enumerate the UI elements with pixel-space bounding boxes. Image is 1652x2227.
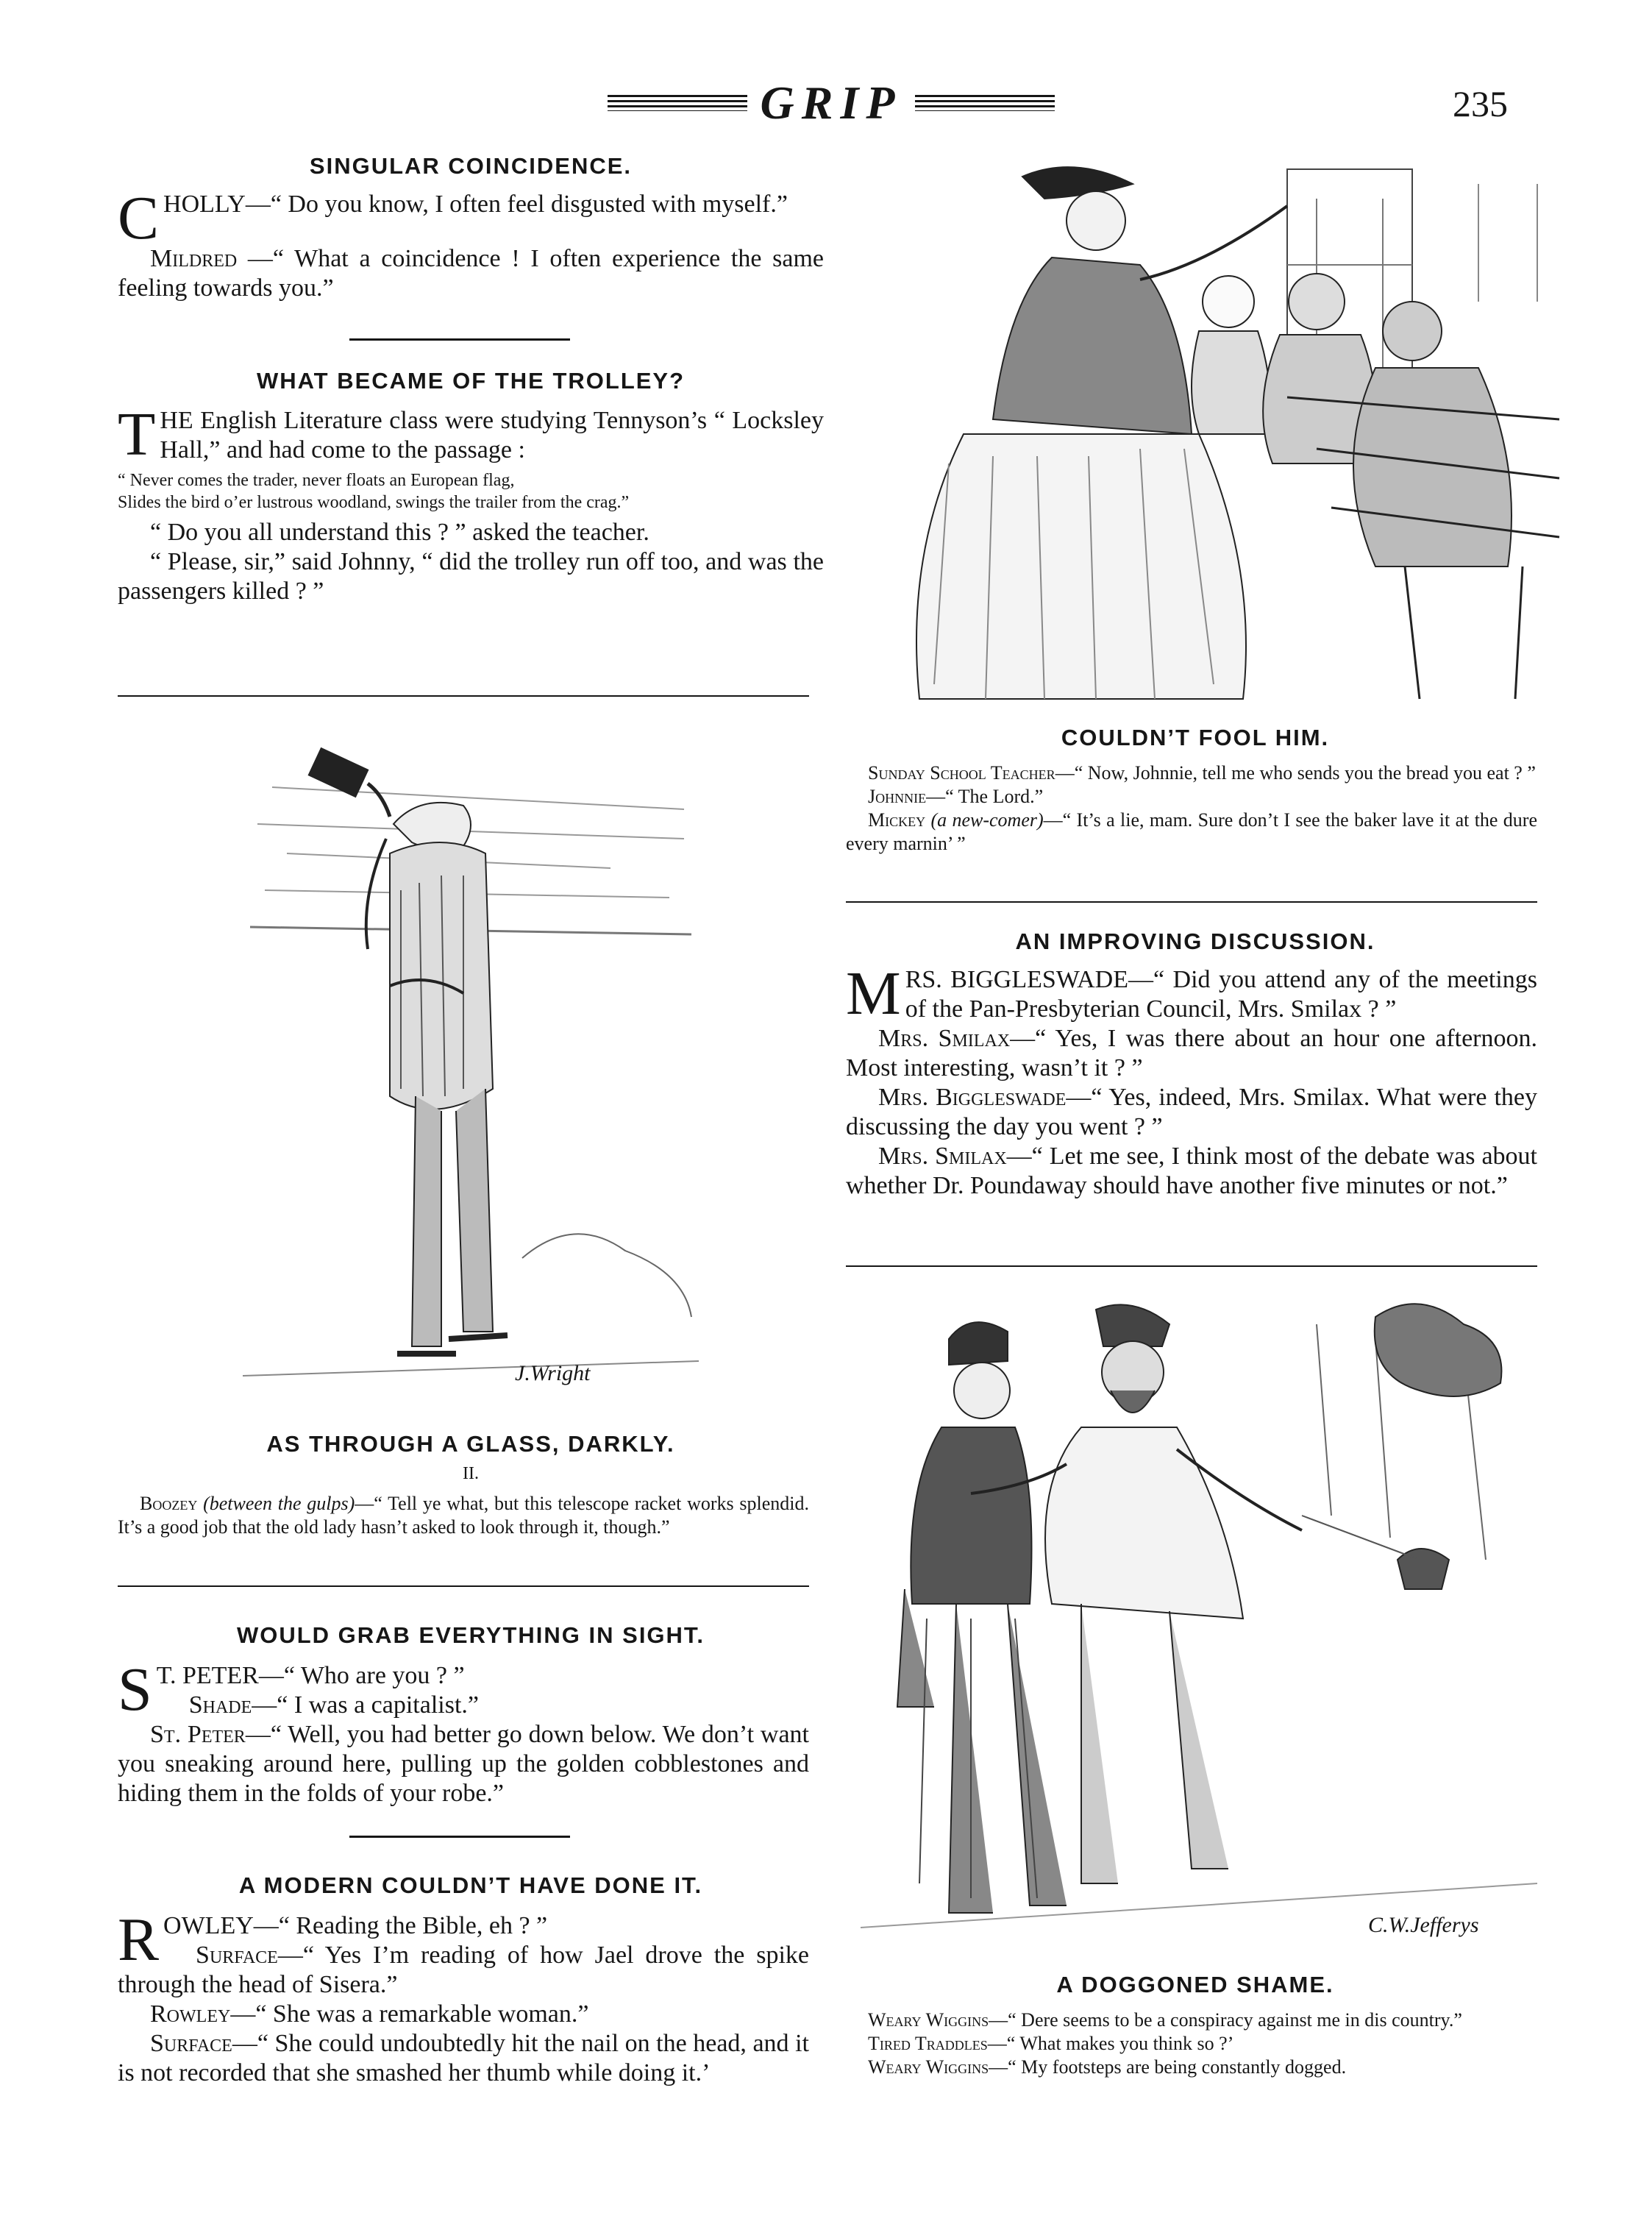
doggoned-body	[846, 2008, 1537, 2079]
doggoned-para-2: Tired Traddles—“ What makes you think so ?’	[868, 2033, 1234, 2054]
modern-para-3: Rowley—“ She was a remarkable woman.”	[150, 2000, 589, 2028]
column-divider	[846, 901, 1537, 903]
masthead-rule-left	[608, 95, 747, 111]
glass-para: Boozey (between the gulps)—“ Tell ye what, but this telescope racket works splendid. It’s a good job that the old lady hasn’t asked to look through it, though.”	[118, 1493, 809, 1538]
modern-body	[118, 1905, 809, 2088]
trolley-verse-2: Slides the bird o’er lustrous woodland, swings the trailer from the crag.”	[118, 493, 630, 512]
improving-title: AN IMPROVING DISCUSSION.	[1015, 928, 1375, 954]
singular-body	[118, 184, 824, 303]
modern-para-2: Surface—“ Yes I’m reading of how Jael drove the spike through the head of Sisera.”	[118, 1942, 809, 1998]
modern-para-4: Surface—“ She could undoubtedly hit the nail on the head, and it is not recorded that she smashed her thumb while doing it.’	[118, 2030, 809, 2086]
schoolroom-cartoon	[875, 154, 1567, 714]
improving-para-1: MRS. BIGGLESWADE—“ Did you attend any of the meetings of the Pan-Presbyterian Council, Mrs. Smilax ? ”	[846, 959, 1537, 1028]
improving-para-2: Mrs. Smilax—“ Yes, I was there about an hour one afternoon. Most interesting, wasn’t it ? ”	[846, 1025, 1538, 1081]
grab-para-1: S T. PETER—“ Who are you ? ”	[118, 1655, 465, 1724]
doggoned-para-3: Weary Wiggins—“ My footsteps are being constantly dogged.	[868, 2056, 1347, 2078]
sunday-school-class-illustration	[875, 154, 1567, 714]
two-tramps-with-dog-illustration	[861, 1295, 1537, 1942]
page-number: 235	[1453, 83, 1508, 124]
section-divider	[349, 338, 570, 341]
modern-title: A MODERN COULDN’T HAVE DONE IT.	[238, 1872, 703, 1898]
drop-cap: M	[846, 959, 901, 1028]
singular-para-1: CHOLLY—“ Do you know, I often feel disgusted with myself.”	[118, 184, 788, 252]
grab-para-2: Shade—“ I was a capitalist.”	[188, 1691, 480, 1719]
section-divider	[349, 1836, 570, 1838]
modern-para-1: ROWLEY—“ Reading the Bible, eh ? ”	[118, 1905, 548, 1974]
grab-body	[118, 1655, 810, 1808]
glass-title: AS THROUGH A GLASS, DARKLY.	[266, 1431, 675, 1457]
grab-para-3: St. Peter—“ Well, you had better go down below. We don’t want you sneaking around here, pulling up the golden cobblestones and hiding them in the folds of your robe.”	[118, 1721, 810, 1807]
singular-title: SINGULAR COINCIDENCE.	[309, 153, 633, 179]
masthead	[574, 74, 1089, 132]
singular-para-2: Mildred —“ What a coincidence ! I often experience the same feeling towards you.”	[118, 245, 824, 302]
tramps-cartoon	[861, 1295, 1537, 1942]
improving-para-3: Mrs. Biggleswade—“ Yes, indeed, Mrs. Smilax. What were they discussing the day you went ? ”	[846, 1084, 1537, 1140]
artist-signature: J.Wright	[515, 1361, 591, 1385]
fool-para-2: Johnnie—“ The Lord.”	[868, 786, 1044, 807]
column-divider	[846, 1265, 1537, 1267]
doggoned-title: A DOGGONED SHAME.	[1056, 1972, 1334, 1997]
telescope-cartoon	[243, 743, 699, 1390]
drop-cap: T	[118, 400, 156, 469]
improving-para-4: Mrs. Smilax—“ Let me see, I think most of the debate was about whether Dr. Poundaway should have another five minutes or not.”	[846, 1143, 1537, 1199]
trolley-para-1: THE English Literature class were studying Tennyson’s “ Locksley Hall,” and had come to the passage :	[118, 400, 824, 469]
drop-cap: S	[118, 1655, 152, 1724]
artist-signature: C.W.Jefferys	[1368, 1913, 1479, 1937]
trolley-verse-1: “ Never comes the trader, never floats an European flag,	[118, 471, 515, 490]
fool-para-1: Sunday School Teacher—“ Now, Johnnie, tell me who sends you the bread you eat ? ”	[868, 762, 1536, 784]
masthead-rule-right	[915, 95, 1055, 111]
column-divider	[118, 695, 809, 697]
fool-para-3: Mickey (a new-comer)—“ It’s a lie, mam. Sure don’t I see the baker lave it at the dure every marnin’ ”	[846, 809, 1537, 854]
fool-title: COULDN’T FOOL HIM.	[1061, 725, 1330, 750]
improving-body	[846, 959, 1538, 1201]
drop-cap: R	[118, 1905, 160, 1974]
trolley-para-2: “ Do you all understand this ? ” asked the teacher.	[150, 519, 649, 546]
drop-cap: C	[118, 184, 160, 252]
column-divider	[118, 1585, 809, 1587]
trolley-para-3: “ Please, sir,” said Johnny, “ did the trolley run off too, and was the passengers killed ? ”	[118, 548, 824, 605]
glass-body	[118, 1492, 809, 1539]
trolley-body	[118, 400, 824, 606]
grab-title: WOULD GRAB EVERYTHING IN SIGHT.	[236, 1622, 705, 1648]
trolley-title: WHAT BECAME OF THE TROLLEY?	[256, 368, 686, 394]
man-drinking-from-bottle-illustration	[243, 743, 699, 1390]
fool-body	[846, 761, 1537, 856]
masthead-title: GRIP	[760, 77, 902, 129]
glass-subtitle: II.	[463, 1464, 479, 1483]
doggoned-para-1: Weary Wiggins—“ Dere seems to be a conspiracy against me in dis country.”	[868, 2009, 1462, 2031]
